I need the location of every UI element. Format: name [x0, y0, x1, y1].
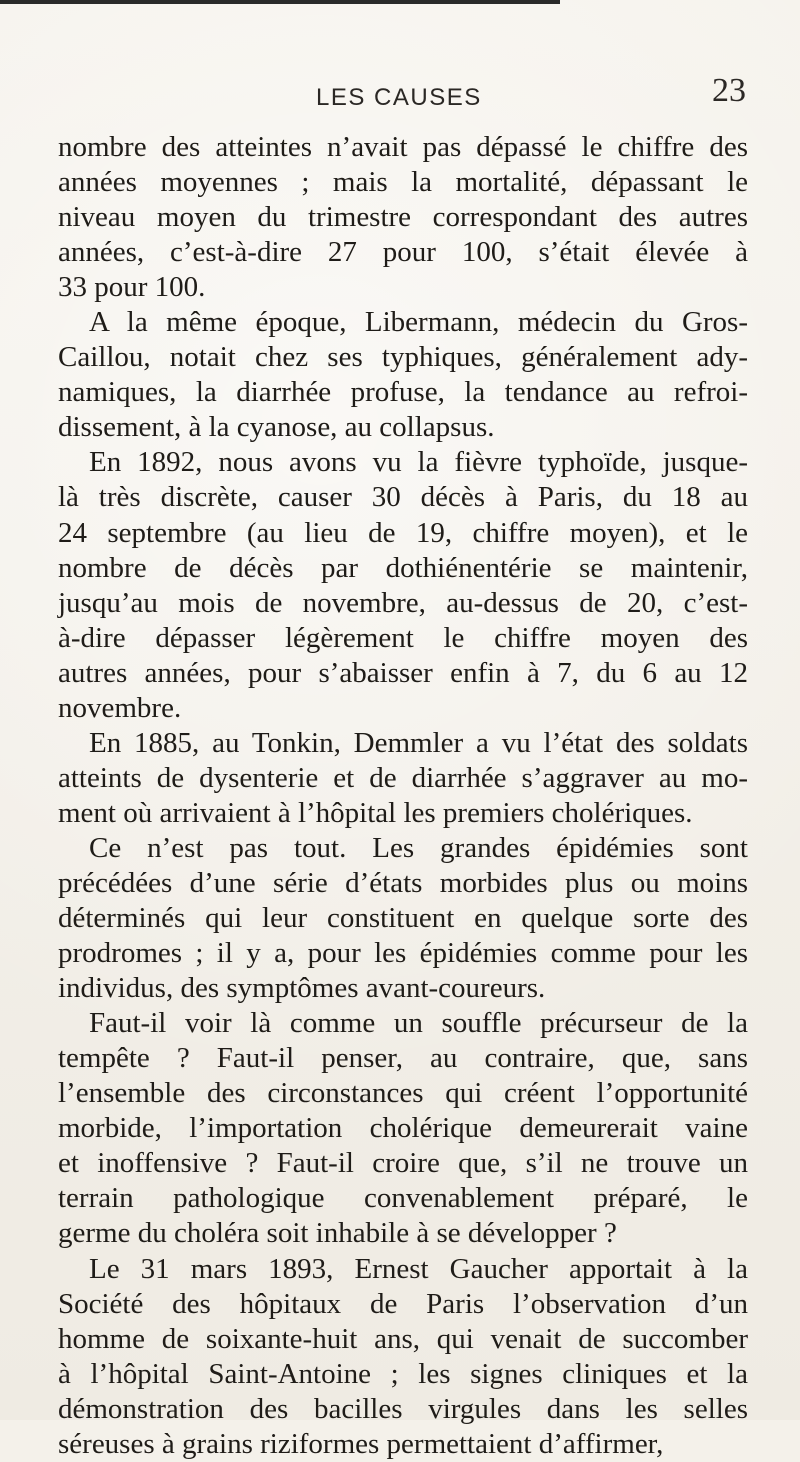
text-line: individus, des symptômes avant-coureurs.	[58, 972, 546, 1005]
top-border-rule	[0, 0, 560, 4]
body-text	[58, 130, 748, 1462]
text-line: atteints de dysenterie et de diarrhée s’aggraver au mo-	[58, 761, 748, 794]
text-line: niveau moyen du trimestre correspondant des autres	[58, 201, 748, 234]
text-line: séreuses à grains riziformes permettaient d’affirmer,	[58, 1427, 664, 1460]
text-line: précédées d’une série d’états morbides plus ou moins	[58, 866, 748, 899]
text-line: l’ensemble des circonstances qui créent l’opportunité	[58, 1077, 748, 1110]
text-line: déterminés qui leur constituent en quelque sorte des	[58, 902, 748, 935]
text-line: tempête ? Faut-il penser, au contraire, que, sans	[58, 1042, 748, 1075]
text-line: Ce n’est pas tout. Les grandes épidémies sont	[89, 831, 748, 864]
text-line: jusqu’au mois de novembre, au-dessus de 20, c’est-	[58, 586, 748, 619]
text-line: démonstration des bacilles virgules dans les selles	[58, 1392, 748, 1425]
text-line: Société des hôpitaux de Paris l’observation d’un	[58, 1287, 748, 1320]
text-line: et inoffensive ? Faut-il croire que, s’il ne trouve un	[58, 1147, 748, 1180]
text-line: morbide, l’importation cholérique demeurerait vaine	[58, 1112, 748, 1145]
text-line: autres années, pour s’abaisser enfin à 7, du 6 au 12	[58, 656, 748, 689]
text-line: à-dire dépasser légèrement le chiffre moyen des	[58, 621, 748, 654]
text-line: 24 septembre (au lieu de 19, chiffre moyen), et le	[58, 516, 748, 549]
text-line: germe du choléra soit inhabile à se développer ?	[58, 1217, 617, 1250]
text-line: là très discrète, causer 30 décès à Paris, du 18 au	[58, 481, 748, 514]
text-line: dissement, à la cyanose, au collapsus.	[58, 411, 495, 444]
text-line: nombre des atteintes n’avait pas dépassé le chiffre des	[58, 131, 748, 163]
text-line: prodromes ; il y a, pour les épidémies comme pour les	[58, 937, 748, 970]
text-line: novembre.	[58, 691, 182, 724]
text-line: années, c’est-à-dire 27 pour 100, s’était élevée à	[58, 236, 748, 269]
page-number: 23	[712, 72, 746, 109]
text-line: namiques, la diarrhée profuse, la tendance au refroi-	[58, 376, 748, 409]
text-line: Caillou, notait chez ses typhiques, généralement ady-	[58, 341, 748, 374]
text-line: à l’hôpital Saint-Antoine ; les signes cliniques et la	[58, 1357, 748, 1390]
text-line: 33 pour 100.	[58, 271, 206, 304]
text-line: Faut-il voir là comme un souffle précurseur de la	[89, 1007, 748, 1040]
text-line: En 1885, au Tonkin, Demmler a vu l’état des soldats	[89, 726, 748, 759]
text-line: A la même époque, Libermann, médecin du Gros-	[89, 306, 748, 339]
text-line: années moyennes ; mais la mortalité, dépassant le	[58, 166, 748, 199]
text-line: ment où arrivaient à l’hôpital les premiers cholériques.	[58, 796, 693, 829]
text-line: Le 31 mars 1893, Ernest Gaucher apportait à la	[89, 1252, 748, 1285]
running-head: LES CAUSES	[316, 84, 482, 111]
text-line: En 1892, nous avons vu la fièvre typhoïde, jusque-	[89, 446, 748, 479]
text-line: nombre de décès par dothiénentérie se maintenir,	[58, 551, 748, 584]
text-line: homme de soixante-huit ans, qui venait de succomber	[58, 1322, 748, 1355]
text-line: terrain pathologique convenablement préparé, le	[58, 1182, 748, 1215]
